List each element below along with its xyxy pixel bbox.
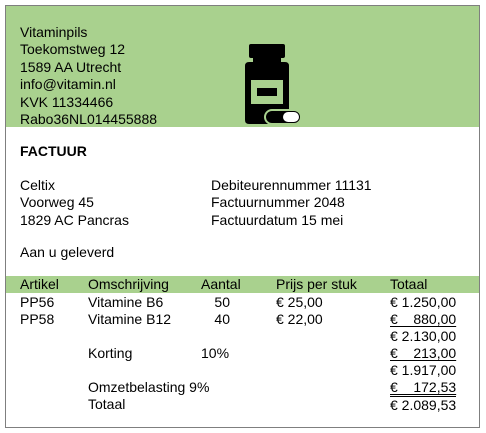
vat-label: Omzetbelasting 9% — [88, 379, 210, 395]
header-unit-price: Prijs per stuk — [276, 276, 357, 292]
row1-total: € 1.250,00 — [390, 294, 457, 310]
row2-unit-price: € 22,00 — [276, 311, 323, 327]
discount-amount: € 213,00 — [390, 345, 457, 361]
discount-rate: 10% — [201, 345, 230, 361]
sender-address — [20, 24, 157, 128]
header-total: Totaal — [390, 276, 428, 292]
header-article: Artikel — [20, 276, 59, 292]
total-label: Totaal — [88, 396, 126, 412]
sender-name: Vitaminpils — [20, 24, 88, 40]
total-amount: € 2.089,53 — [390, 397, 457, 413]
sender-email: info@vitamin.nl — [20, 76, 116, 93]
vat-amount: € 172,53 — [390, 379, 457, 395]
recipient-street: Voorweg 45 — [20, 194, 94, 211]
sender-kvk: KVK 11334466 — [20, 93, 114, 110]
row1-unit-price: € 25,00 — [276, 294, 323, 310]
sender-bank: Rabo36NL014455888 — [20, 111, 158, 128]
delivered-note: Aan u geleverd — [20, 244, 115, 260]
sender-city: 1589 AA Utrecht — [20, 58, 122, 75]
recipient-address — [20, 177, 129, 229]
invoice-title: FACTUUR — [20, 143, 87, 159]
recipient-name: Celtix — [20, 177, 56, 193]
recipient-city: 1829 AC Pancras — [20, 211, 129, 228]
invoice-number: Factuurnummer 2048 — [211, 194, 345, 211]
row1-quantity: 50 — [214, 294, 230, 310]
invoice-date: Factuurdatum 15 mei — [211, 211, 344, 228]
header-description: Omschrijving — [88, 276, 169, 292]
row2-description: Vitamine B12 — [88, 311, 172, 327]
sender-street: Toekomstweg 12 — [20, 41, 126, 58]
subtotal-amount: € 2.130,00 — [390, 328, 457, 344]
row2-total: € 880,00 — [390, 311, 457, 327]
invoice-meta — [211, 177, 372, 229]
row2-article: PP58 — [20, 311, 55, 327]
after-discount-amount: € 1.917,00 — [390, 362, 457, 378]
discount-label: Korting — [88, 345, 133, 361]
row1-description: Vitamine B6 — [88, 294, 164, 310]
row2-quantity: 40 — [214, 311, 230, 327]
pill-bottle-icon — [243, 44, 303, 126]
header-quantity: Aantal — [201, 276, 241, 292]
debtor-number: Debiteurennummer 11131 — [211, 177, 372, 193]
row1-article: PP56 — [20, 294, 55, 310]
